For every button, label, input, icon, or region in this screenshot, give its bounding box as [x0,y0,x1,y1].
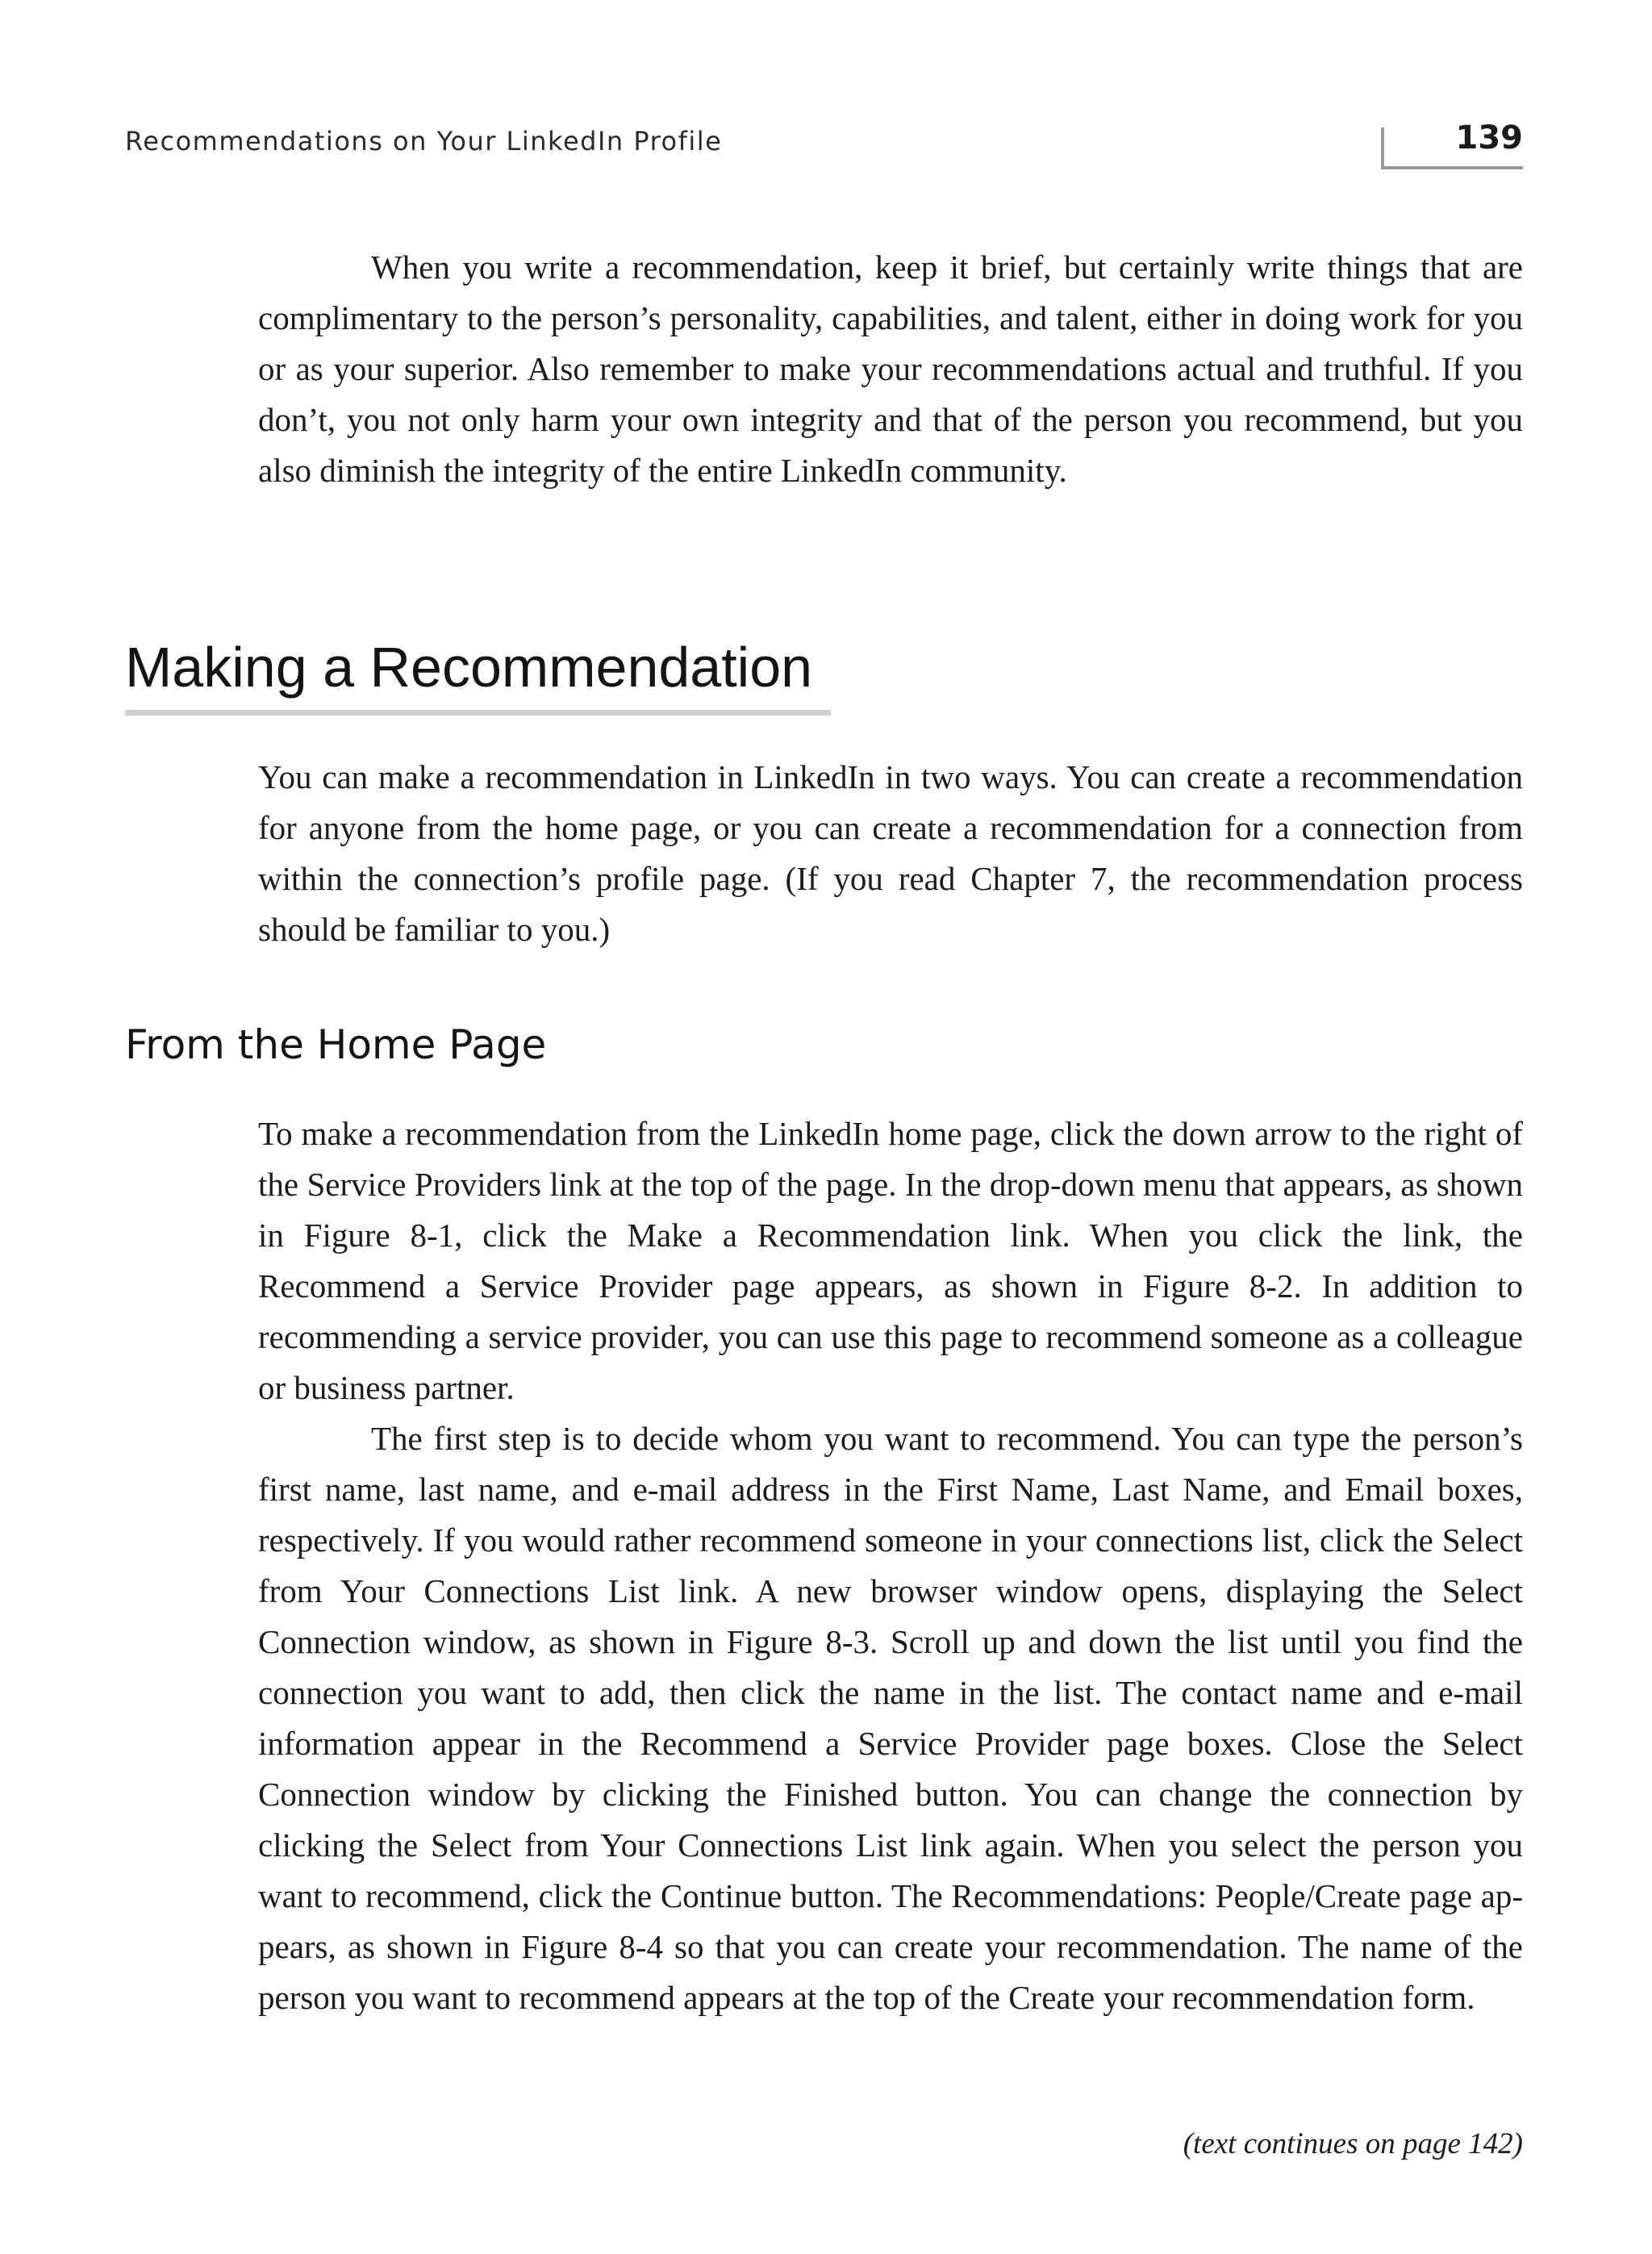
page-number: 139 [1455,119,1523,157]
running-head: Recommendations on Your LinkedIn Profile [125,126,723,157]
section-heading-rule [125,710,831,716]
intro-paragraph: When you write a recommendation, keep it brief, but certainly write things that are complimentary to the person’s personality, capabilities, and talent, either in doing work for you or as your superior. Also remember to make your recommendations actual and truthful. If you don’t, you not only harm your own integrity and that of the person you recommend, but you also diminish the integrity of the entire LinkedIn community. [258,248,1523,489]
section-paragraph: You can make a recommendation in LinkedIn in two ways. You can create a recommendation for anyone from the home page, or you can create a recommendation for a connection from within the connection’s profile page. (If you read Chapter 7, the recommendation process should be familiar to you.) [258,758,1523,948]
subsection-paragraph-2: The first step is to decide whom you want to recommend. You can type the person’s first name, last name, and e-mail address in the First Name, Last Name, and Email boxes, respectively. If you would rather recommend someone in your connections list, click the Select from Your Connections List link. A new browser window opens, displaying the Select Connection window, as shown in Figure 8-3. Scroll up and down the list until you find the connection you want to add, then click the name in the list. The contact name and e-mail information appear in the Recommend a Service Provider page boxes. Close the Select Connection window by clicking the Finished button. You can change the connection by clicking the Select from Your Connections List link again. When you select the person you want to recommend, click the Continue button. The Recommendations: People/Create page appears, as shown in Figure 8-4 so that you can create your recommendation. The name of the person you want to recommend appears at the top of the Create your recommendation form. [258,1420,1523,2016]
subsection-heading: From the Home Page [125,1021,547,1068]
section-heading: Making a Recommendation [125,636,813,699]
subsection-paragraph-1: To make a recommendation from the LinkedIn home page, click the down arrow to the right of the Service Providers link at the top of the page. In the drop-down menu that appears, as shown in Figure 8-1, click the Make a Recommendation link. When you click the link, the Recommend a Service Provider page appears, as shown in Figure 8-2. In addition to recommending a service provider, you can use this page to recommend someone as a colleague or business partner. [258,1115,1523,1406]
text-continues-note: (text continues on page 142) [1183,2127,1523,2160]
